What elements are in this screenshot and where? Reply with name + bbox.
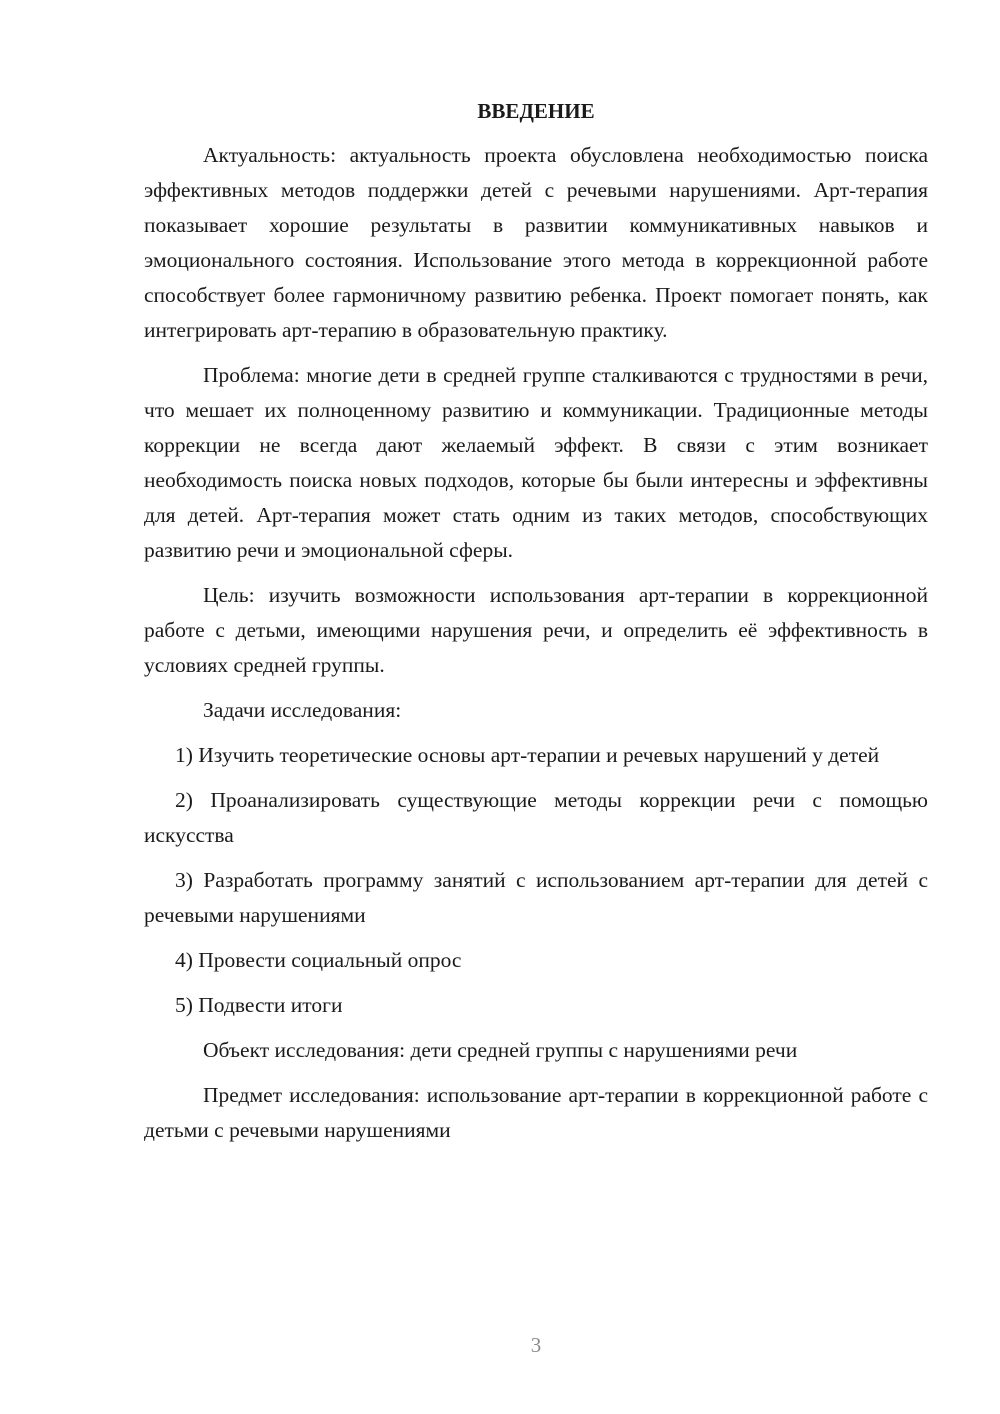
paragraph-goal: Цель: изучить возможности использования арт-терапии в коррекционной работе с детьми, имеющими нарушения речи, и определить её эффективность в условиях средней группы. xyxy=(144,583,928,677)
section-title: ВВЕДЕНИЕ xyxy=(477,99,595,123)
task-item: 1) Изучить теоретические основы арт-терапии и речевых нарушений у детей xyxy=(175,743,880,767)
task-item: 3) Разработать программу занятий с использованием арт-терапии для детей с речевыми нарушениями xyxy=(144,868,928,927)
task-item: 4) Провести социальный опрос xyxy=(175,948,462,972)
task-item: 2) Проанализировать существующие методы коррекции речи с помощью искусства xyxy=(144,788,928,847)
page-number: 3 xyxy=(530,1333,542,1357)
paragraph-subject: Предмет исследования: использование арт-терапии в коррекционной работе с детьми с речевыми нарушениями xyxy=(144,1083,928,1142)
paragraph-problem: Проблема: многие дети в средней группе сталкиваются с трудностями в речи, что мешает их полноценному развитию и коммуникации. Традиционные методы коррекции не всегда дают желаемый эффект. В связи с этим возникает необходимость поиска новых подходов, которые бы были интересны и эффективны для детей. Арт-терапия может стать одним из таких методов, способствующих развитию речи и эмоциональной сферы. xyxy=(144,363,928,562)
paragraph-object: Объект исследования: дети средней группы с нарушениями речи xyxy=(203,1038,798,1062)
tasks-heading: Задачи исследования: xyxy=(203,698,402,722)
page-content xyxy=(144,96,928,1158)
paragraph-relevance: Актуальность: актуальность проекта обусловлена необходимостью поиска эффективных методов поддержки детей с речевыми нарушениями. Арт-терапия показывает хорошие результаты в развитии коммуникативных навыков и эмоционального состояния. Использование этого метода в коррекционной работе способствует более гармоничному развитию ребенка. Проект помогает понять, как интегрировать арт-терапию в образовательную практику. xyxy=(144,143,928,342)
task-item: 5) Подвести итоги xyxy=(175,993,343,1017)
